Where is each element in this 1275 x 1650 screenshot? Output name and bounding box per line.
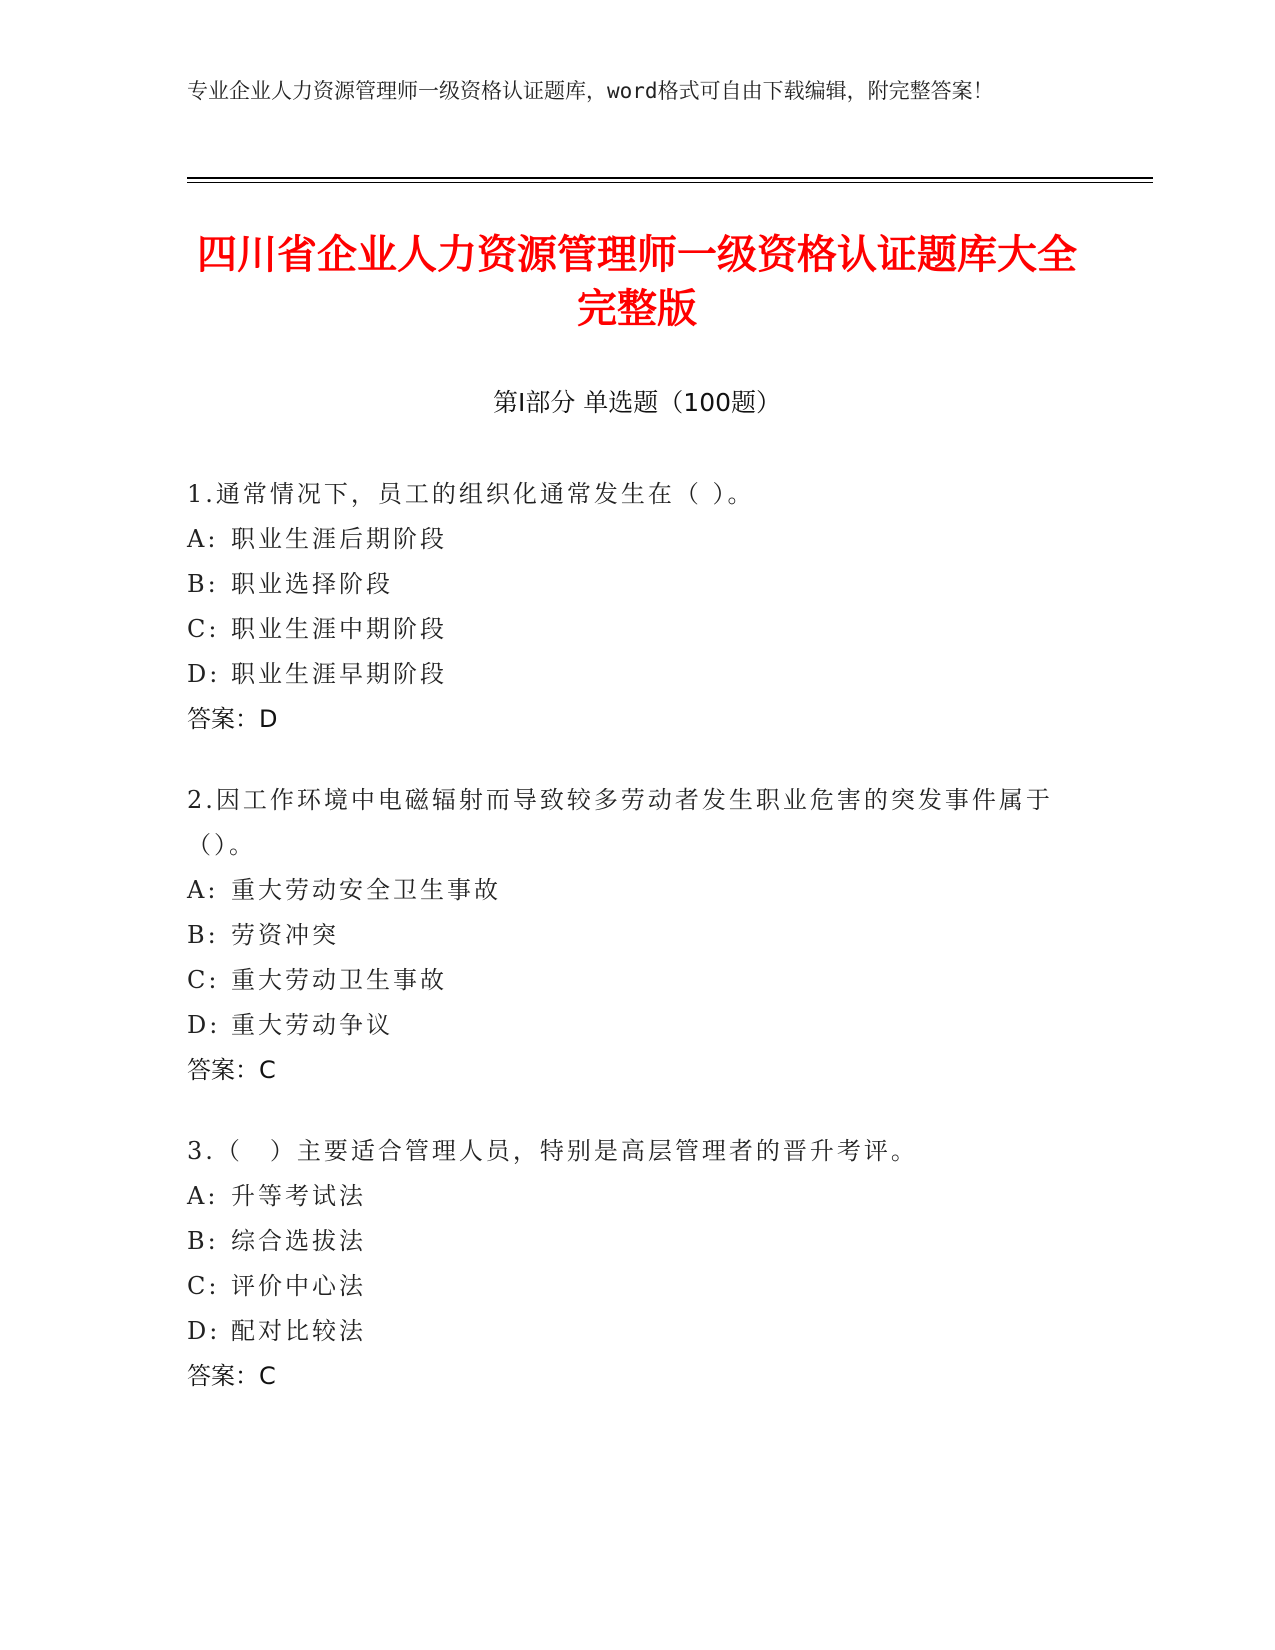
header-divider-thick (187, 177, 1153, 179)
answer: 答案：C (187, 1056, 276, 1084)
option-d (187, 1309, 1087, 1354)
question-2 (187, 778, 1087, 1093)
option-text: 综合选拔法 (231, 1227, 366, 1255)
option-key: C: (187, 615, 220, 643)
option-d (187, 652, 1087, 697)
option-key: B: (187, 1227, 219, 1255)
option-key: D: (187, 1011, 221, 1039)
question-stem: 2.因工作环境中电磁辐射而导致较多劳动者发生职业危害的突发事件属于（）。 (187, 786, 1053, 859)
answer: 答案：D (187, 705, 278, 733)
option-b (187, 562, 1087, 607)
option-text: 职业生涯中期阶段 (231, 615, 447, 643)
option-text: 职业选择阶段 (231, 570, 393, 598)
option-key: A: (187, 876, 219, 904)
option-key: A: (187, 525, 219, 553)
option-key: C: (187, 1272, 220, 1300)
option-key: C: (187, 966, 220, 994)
option-b (187, 1219, 1087, 1264)
header-divider-thin (187, 182, 1153, 183)
option-key: D: (187, 1317, 221, 1345)
section-heading: 第Ⅰ部分 单选题（100题） (492, 388, 782, 417)
option-c (187, 1264, 1087, 1309)
question-stem: 3.（ ）主要适合管理人员，特别是高层管理者的晋升考评。 (187, 1137, 918, 1165)
option-c (187, 607, 1087, 652)
question-list (187, 472, 1087, 1435)
option-text: 重大劳动安全卫生事故 (231, 876, 501, 904)
answer: 答案：C (187, 1362, 276, 1390)
option-text: 重大劳动卫生事故 (231, 966, 447, 994)
option-text: 重大劳动争议 (231, 1011, 393, 1039)
document-title: 四川省企业人力资源管理师一级资格认证题库大全完整版 (197, 232, 1077, 332)
option-key: A: (187, 1182, 219, 1210)
option-b (187, 913, 1087, 958)
option-c (187, 958, 1087, 1003)
option-a (187, 1174, 1087, 1219)
option-text: 劳资冲突 (231, 921, 339, 949)
option-key: D: (187, 660, 221, 688)
question-3 (187, 1129, 1087, 1399)
option-text: 评价中心法 (231, 1272, 366, 1300)
option-text: 升等考试法 (231, 1182, 366, 1210)
question-1 (187, 472, 1087, 742)
option-key: B: (187, 570, 219, 598)
option-key: B: (187, 921, 219, 949)
page-header-note: 专业企业人力资源管理师一级资格认证题库，word格式可自由下载编辑，附完整答案！ (187, 79, 994, 103)
option-d (187, 1003, 1087, 1048)
question-stem: 1.通常情况下，员工的组织化通常发生在（ ）。 (187, 480, 755, 508)
option-text: 职业生涯后期阶段 (231, 525, 447, 553)
option-a (187, 868, 1087, 913)
option-text: 配对比较法 (231, 1317, 366, 1345)
option-text: 职业生涯早期阶段 (231, 660, 447, 688)
option-a (187, 517, 1087, 562)
